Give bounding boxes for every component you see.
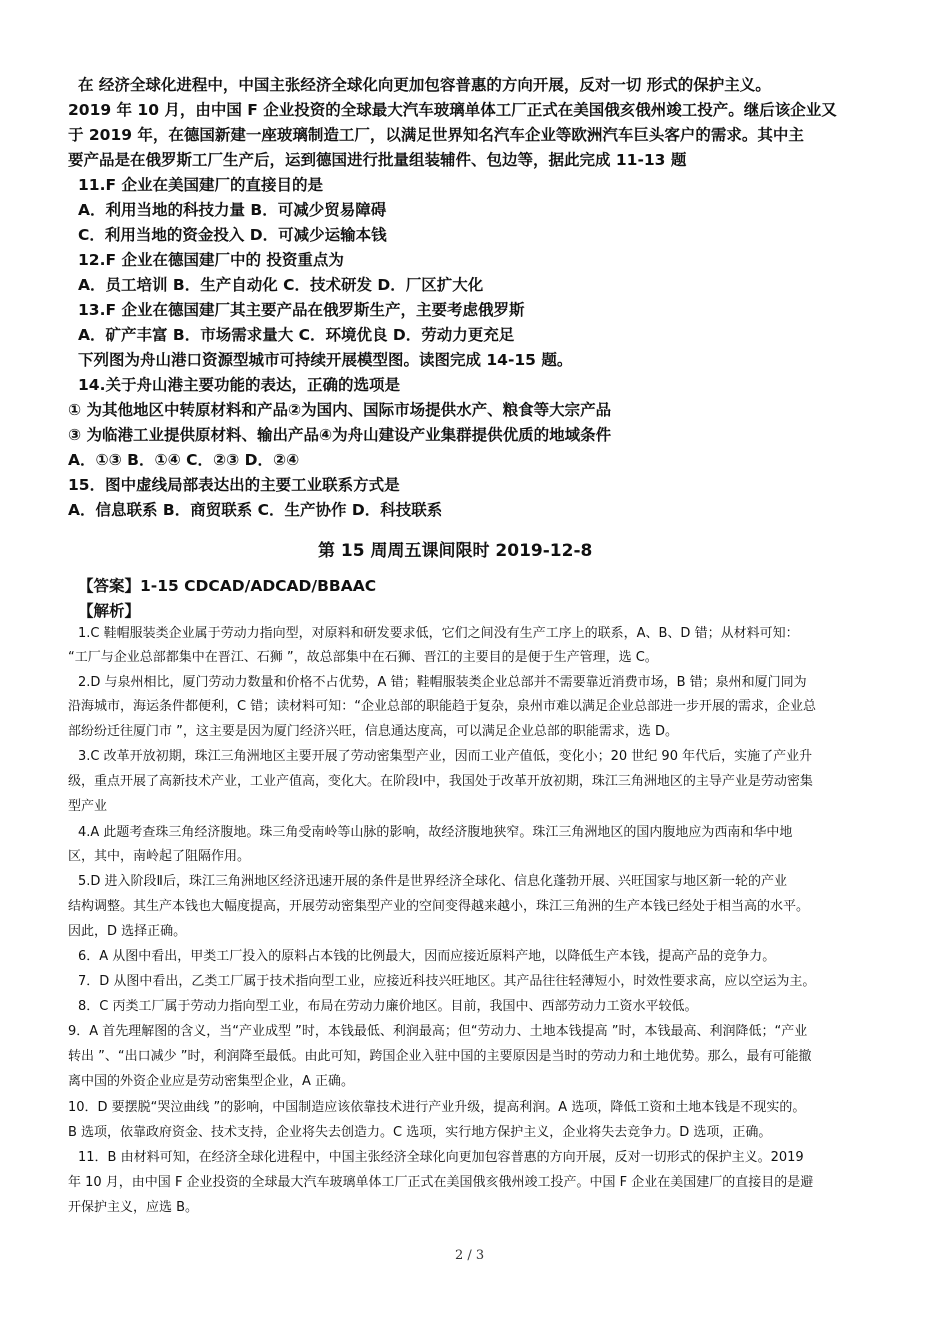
page-number: 2 / 3 <box>455 1248 485 1263</box>
question-14-intro: 下列图为舟山港口资源型城市可持续开展模型图。读图完成 14-15 题。 <box>78 351 573 369</box>
explanation-line: 4.A 此题考查珠三角经济腹地。珠三角受南岭等山脉的影响，故经济腹地狭窄。珠江三角洲地区的国内腹地应为西南和华中地 <box>78 825 793 840</box>
explanation-line: 1.C 鞋帽服装类企业属于劳动力指向型，对原料和研发要求低，它们之间没有生产工序上的联系，A、B、D 错；从材料可知： <box>78 626 799 641</box>
question-intro-line: 在 经济全球化进程中，中国主张经济全球化向更加包容普惠的方向开展，反对一切 形式的保护主义。 <box>78 76 771 94</box>
question-14-statement: ① 为其他地区中转原材料和产品②为国内、国际市场提供水产、粮食等大宗产品 <box>68 401 612 419</box>
explanation-line: 2.D 与泉州相比，厦门劳动力数量和价格不占优势，A 错；鞋帽服装类企业总部并不需要靠近消费市场，B 错；泉州和厦门同为 <box>78 675 807 690</box>
question-11: 11.F 企业在美国建厂的直接目的是 <box>78 176 323 194</box>
question-intro-line: 要产品是在俄罗斯工厂生产后，运到德国进行批量组装辅件、包边等，据此完成 11-13 题 <box>68 151 687 169</box>
explanation-line: 级，重点开展了高新技术产业，工业产值高，变化大。在阶段Ⅰ中，我国处于改革开放初期，珠江三角洲地区的主导产业是劳动密集 <box>68 774 813 789</box>
question-13-options: A．矿产丰富 B．市场需求量大 C．环境优良 D．劳动力更充足 <box>78 326 515 344</box>
explanation-line: 离中国的外资企业应是劳动密集型企业，A 正确。 <box>68 1074 355 1089</box>
explanation-line: 3.C 改革开放初期，珠江三角洲地区主要开展了劳动密集型产业，因而工业产值低，变化小；20 世纪 90 年代后，实施了产业升 <box>78 749 813 764</box>
explanation-line: 型产业 <box>68 799 108 814</box>
explanation-line: 5.D 进入阶段Ⅱ后，珠江三角洲地区经济迅速开展的条件是世界经济全球化、信息化蓬勃开展、兴旺国家与地区新一轮的产业 <box>78 874 787 889</box>
question-12: 12.F 企业在德国建厂中的 投资重点为 <box>78 251 344 269</box>
explanation-line: 转出 ”、“出口减少 ”时，利润降至最低。由此可知，跨国企业入驻中国的主要原因是当时的劳动力和土地优势。那么，最有可能撤 <box>68 1049 812 1064</box>
question-14-options: A．①③ B．①④ C．②③ D．②④ <box>68 451 300 469</box>
explanation-line: 因此，D 选择正确。 <box>68 924 187 939</box>
question-11-options: A．利用当地的科技力量 B．可减少贸易障碍 <box>78 201 387 219</box>
explanation-line: 开保护主义，应选 B。 <box>68 1200 199 1215</box>
explanation-line: 8．C 丙类工厂属于劳动力指向型工业，布局在劳动力廉价地区。目前，我国中、西部劳动力工资水平较低。 <box>78 999 698 1014</box>
explanation-line: 沿海城市，海运条件都便利，C 错；读材料可知：“企业总部的职能趋于复杂，泉州市难以满足企业总部进一步开展的需求，企业总 <box>68 699 816 714</box>
question-12-options: A．员工培训 B．生产自动化 C．技术研发 D．厂区扩大化 <box>78 276 484 294</box>
question-15: 15．图中虚线局部表达出的主要工业联系方式是 <box>68 476 400 494</box>
explanation-line: 部纷纷迁往厦门市 ”，这主要是因为厦门经济兴旺，信息通达度高，可以满足企业总部的职能需求，选 D。 <box>68 724 679 739</box>
explanation-line: 10．D 要摆脱“哭泣曲线 ”的影响，中国制造应该依靠技术进行产业升级，提高利润。A 选项，降低工资和土地本钱是不现实的。 <box>68 1100 806 1115</box>
explanation-line: 结构调整。其生产本钱也大幅度提高，开展劳动密集型产业的空间变得越来越小，珠江三角洲的生产本钱已经处于相当高的水平。 <box>68 899 810 914</box>
question-11-options: C．利用当地的资金投入 D．可减少运输本钱 <box>78 226 387 244</box>
explanation-line: “工厂与企业总部都集中在晋江、石狮 ”，故总部集中在石狮、晋江的主要目的是便于生产管理，选 C。 <box>68 650 658 665</box>
question-14-statement: ③ 为临港工业提供原材料、输出产品④为舟山建设产业集群提供优质的地域条件 <box>68 426 612 444</box>
answer-section-title: 第 15 周周五课间限时 2019-12-8 <box>318 541 593 561</box>
question-13: 13.F 企业在德国建厂其主要产品在俄罗斯生产，主要考虑俄罗斯 <box>78 301 525 319</box>
explanation-line: B 选项，依靠政府资金、技术支持，企业将失去创造力。C 选项，实行地方保护主义，企业将失去竞争力。D 选项，正确。 <box>68 1125 772 1140</box>
explanation-line: 11．B 由材料可知，在经济全球化进程中，中国主张经济全球化向更加包容普惠的方向开展，反对一切形式的保护主义。2019 <box>78 1150 804 1165</box>
explanation-line: 9．A 首先理解图的含义，当“产业成型 ”时，本钱最低、利润最高；但“劳动力、土地本钱提高 ”时，本钱最高、利润降低；“产业 <box>68 1024 808 1039</box>
analysis-label: 【解析】 <box>78 602 141 620</box>
explanation-line: 7．D 从图中看出，乙类工厂属于技术指向型工业，应接近科技兴旺地区。其产品往往轻薄短小，时效性要求高，应以空运为主。 <box>78 974 816 989</box>
explanation-line: 6．A 从图中看出，甲类工厂投入的原料占本钱的比例最大，因而应接近原料产地，以降低生产本钱，提高产品的竞争力。 <box>78 949 776 964</box>
answer-key: 【答案】1-15 CDCAD/ADCAD/BBAAC <box>78 577 377 595</box>
question-14: 14.关于舟山港主要功能的表达，正确的选项是 <box>78 376 400 394</box>
question-15-options: A．信息联系 B．商贸联系 C．生产协作 D．科技联系 <box>68 501 443 519</box>
explanation-line: 年 10 月，由中国 F 企业投资的全球最大汽车玻璃单体工厂正式在美国俄亥俄州竣工投产。中国 F 企业在美国建厂的直接目的是避 <box>68 1175 814 1190</box>
explanation-line: 区，其中，南岭起了阻隔作用。 <box>68 849 251 864</box>
question-intro-line: 于 2019 年，在德国新建一座玻璃制造工厂，以满足世界知名汽车企业等欧洲汽车巨头客户的需求。其中主 <box>68 126 804 144</box>
question-intro-line: 2019 年 10 月，由中国 F 企业投资的全球最大汽车玻璃单体工厂正式在美国俄亥俄州竣工投产。继后该企业又 <box>68 101 837 119</box>
